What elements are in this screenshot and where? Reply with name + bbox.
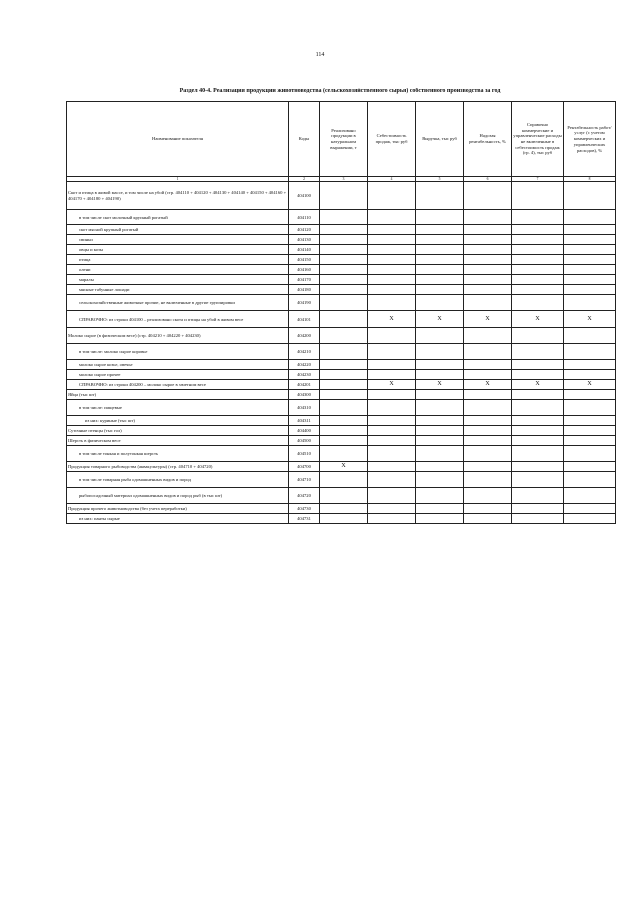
table-row <box>67 235 616 245</box>
value-cell[interactable] <box>416 446 464 462</box>
table-row <box>67 255 616 265</box>
value-cell[interactable] <box>564 245 616 255</box>
value-cell[interactable] <box>512 265 564 275</box>
row-code-cell: 404210 <box>289 344 320 360</box>
value-cell[interactable] <box>464 265 512 275</box>
value-cell[interactable] <box>564 285 616 295</box>
row-code-cell: 404731 <box>289 514 320 524</box>
value-cell[interactable] <box>368 344 416 360</box>
table-row <box>67 344 616 360</box>
value-cell[interactable] <box>464 210 512 225</box>
row-code-cell: 404710 <box>289 472 320 488</box>
value-cell[interactable] <box>416 265 464 275</box>
indicator-name-cell: Молоко сырое (в физическом весе) (стр. 404210 + 404220 + 404230) <box>67 328 289 344</box>
value-cell[interactable] <box>368 245 416 255</box>
value-cell[interactable] <box>416 182 464 210</box>
row-code-cell: 404180 <box>289 285 320 295</box>
row-code-cell: 404120 <box>289 225 320 235</box>
value-cell[interactable] <box>464 514 512 524</box>
value-cell[interactable]: X <box>416 380 464 390</box>
value-cell[interactable] <box>368 275 416 285</box>
value-cell[interactable] <box>368 225 416 235</box>
indicator-name-cell: Скот и птица в живой массе, и том числе на убой (стр. 404110 + 404120 + 404130 + 404140 + 404150 + 404160 + 404170 + 404180 + 404190) <box>67 182 289 210</box>
indicator-name-cell: олени <box>67 265 289 275</box>
value-cell[interactable] <box>464 446 512 462</box>
column-number: 5 <box>416 177 464 182</box>
value-cell[interactable] <box>564 462 616 472</box>
value-cell[interactable] <box>512 416 564 426</box>
indicator-name-cell: в том числе товарная рыба одомашненных видов и пород <box>67 472 289 488</box>
value-cell[interactable] <box>512 344 564 360</box>
value-cell[interactable]: X <box>464 311 512 328</box>
column-number: 1 <box>67 177 289 182</box>
column-number: 6 <box>464 177 512 182</box>
value-cell[interactable] <box>464 426 512 436</box>
value-cell[interactable] <box>564 514 616 524</box>
value-cell[interactable] <box>416 360 464 370</box>
indicator-name-cell: Шерсть в физическом весе <box>67 436 289 446</box>
value-cell[interactable] <box>564 210 616 225</box>
value-cell[interactable] <box>416 255 464 265</box>
value-cell[interactable] <box>564 182 616 210</box>
value-cell[interactable] <box>564 504 616 514</box>
indicator-name-cell: СПРАВОЧНО: из строки 404200 – молоко сырое в зачетном весе <box>67 380 289 390</box>
value-cell[interactable] <box>416 370 464 380</box>
row-code-cell: 404160 <box>289 265 320 275</box>
value-cell[interactable] <box>320 472 368 488</box>
value-cell[interactable] <box>416 504 464 514</box>
value-cell[interactable] <box>512 360 564 370</box>
table-row <box>67 225 616 235</box>
value-cell[interactable] <box>416 235 464 245</box>
value-cell[interactable] <box>564 225 616 235</box>
value-cell[interactable] <box>564 328 616 344</box>
indicator-name-cell: в том числе тонкая и полутонкая шерсть <box>67 446 289 462</box>
table-row <box>67 504 616 514</box>
row-code-cell: 404101 <box>289 311 320 328</box>
value-cell[interactable]: X <box>368 311 416 328</box>
value-cell[interactable]: X <box>416 311 464 328</box>
value-cell[interactable] <box>512 255 564 265</box>
value-cell[interactable] <box>512 235 564 245</box>
column-number: 4 <box>368 177 416 182</box>
value-cell[interactable] <box>368 265 416 275</box>
value-cell[interactable] <box>464 462 512 472</box>
indicator-name-cell: молоко сырое прочее <box>67 370 289 380</box>
value-cell[interactable] <box>368 472 416 488</box>
value-cell[interactable] <box>564 360 616 370</box>
value-cell[interactable]: X <box>464 380 512 390</box>
value-cell[interactable] <box>564 235 616 245</box>
indicator-name-cell: овцы и козы <box>67 245 289 255</box>
value-cell[interactable] <box>564 370 616 380</box>
value-cell[interactable] <box>368 328 416 344</box>
value-cell[interactable] <box>512 275 564 285</box>
value-cell[interactable] <box>512 390 564 400</box>
table-row <box>67 472 616 488</box>
value-cell[interactable] <box>464 370 512 380</box>
value-cell[interactable] <box>320 400 368 416</box>
value-cell[interactable] <box>416 514 464 524</box>
value-cell[interactable] <box>320 245 368 255</box>
value-cell[interactable] <box>464 255 512 265</box>
column-number: 8 <box>564 177 616 182</box>
row-code-cell: 404190 <box>289 295 320 311</box>
value-cell[interactable] <box>320 311 368 328</box>
value-cell[interactable] <box>464 295 512 311</box>
value-cell[interactable] <box>320 275 368 285</box>
row-code-cell: 404311 <box>289 416 320 426</box>
value-cell[interactable] <box>464 225 512 235</box>
row-code-cell: 404400 <box>289 426 320 436</box>
value-cell[interactable] <box>464 275 512 285</box>
table-row <box>67 390 616 400</box>
value-cell[interactable] <box>512 285 564 295</box>
value-cell[interactable] <box>320 344 368 360</box>
indicator-name-cell: Продукция прочего животноводства (без учета переработки) <box>67 504 289 514</box>
indicator-name-cell: Суточные птенцы (тыс гол) <box>67 426 289 436</box>
header-indicator-name: Наименование показателя <box>67 102 289 177</box>
value-cell[interactable] <box>320 436 368 446</box>
value-cell[interactable] <box>368 285 416 295</box>
header-commercial-expenses: Справочно коммерческие и управленческие расходы не включенные в себестоимость продаж (гр. 4), тыс руб <box>512 102 564 177</box>
value-cell[interactable] <box>464 488 512 504</box>
indicator-name-cell: в том числе: пищевые <box>67 400 289 416</box>
value-cell[interactable] <box>564 344 616 360</box>
value-cell[interactable] <box>416 488 464 504</box>
value-cell[interactable]: X <box>512 380 564 390</box>
value-cell[interactable] <box>512 462 564 472</box>
value-cell[interactable] <box>416 225 464 235</box>
value-cell[interactable] <box>368 370 416 380</box>
value-cell[interactable] <box>368 462 416 472</box>
value-cell[interactable]: X <box>564 311 616 328</box>
row-code-cell: 404510 <box>289 446 320 462</box>
row-code-cell: 404220 <box>289 360 320 370</box>
value-cell[interactable] <box>368 416 416 426</box>
header-profitability-with-expenses: Рентабельность работ/услуг (с учетом коммерческих и управленческих расходов), % <box>564 102 616 177</box>
table-row <box>67 400 616 416</box>
value-cell[interactable] <box>512 225 564 235</box>
row-code-cell: 404300 <box>289 390 320 400</box>
value-cell[interactable] <box>416 344 464 360</box>
value-cell[interactable] <box>564 275 616 285</box>
row-code-cell: 404730 <box>289 504 320 514</box>
value-cell[interactable] <box>512 400 564 416</box>
indicator-name-cell: из них: куриные (тыс шт) <box>67 416 289 426</box>
indicator-name-cell: молоко сырое козье, овечье <box>67 360 289 370</box>
indicator-name-cell: из них: панты сырые <box>67 514 289 524</box>
value-cell[interactable] <box>564 255 616 265</box>
value-cell[interactable] <box>320 488 368 504</box>
value-cell[interactable] <box>464 400 512 416</box>
value-cell[interactable] <box>512 488 564 504</box>
value-cell[interactable] <box>368 488 416 504</box>
value-cell[interactable] <box>512 514 564 524</box>
value-cell[interactable] <box>320 265 368 275</box>
value-cell[interactable] <box>416 390 464 400</box>
value-cell[interactable] <box>368 426 416 436</box>
value-cell[interactable] <box>320 380 368 390</box>
value-cell[interactable] <box>564 446 616 462</box>
value-cell[interactable] <box>368 182 416 210</box>
value-cell[interactable] <box>512 328 564 344</box>
header-profitability: Надозая рентабельность, % <box>464 102 512 177</box>
value-cell[interactable] <box>512 370 564 380</box>
value-cell[interactable] <box>416 285 464 295</box>
value-cell[interactable] <box>368 255 416 265</box>
value-cell[interactable] <box>564 426 616 436</box>
table-row <box>67 446 616 462</box>
column-number: 3 <box>320 177 368 182</box>
indicator-name-cell: маралы <box>67 275 289 285</box>
value-cell[interactable] <box>564 472 616 488</box>
value-cell[interactable] <box>464 182 512 210</box>
row-code-cell: 404110 <box>289 210 320 225</box>
value-cell[interactable] <box>464 472 512 488</box>
indicator-name-cell: сельскохозяйственные животные прочие, не включенные в другие группировки <box>67 295 289 311</box>
value-cell[interactable] <box>512 426 564 436</box>
report-table <box>66 101 616 524</box>
indicator-name-cell: мясные табунные лошади <box>67 285 289 295</box>
value-cell[interactable] <box>416 472 464 488</box>
indicator-name-cell: СПРАВОЧНО: из строки 404100 – реализовано скота и птицы на убой в живом весе <box>67 311 289 328</box>
value-cell[interactable] <box>320 416 368 426</box>
value-cell[interactable] <box>368 446 416 462</box>
value-cell[interactable] <box>512 504 564 514</box>
value-cell[interactable] <box>464 344 512 360</box>
header-cost-of-sales: Себестоимость продаж, тыс руб <box>368 102 416 177</box>
value-cell[interactable] <box>368 235 416 245</box>
value-cell[interactable] <box>512 436 564 446</box>
value-cell[interactable] <box>320 446 368 462</box>
table-row <box>67 360 616 370</box>
value-cell[interactable] <box>368 514 416 524</box>
value-cell[interactable] <box>464 436 512 446</box>
indicator-name-cell: Продукция товарного рыбоводства (аквакультуры) (стр. 404710 + 404720) <box>67 462 289 472</box>
value-cell[interactable] <box>368 504 416 514</box>
value-cell[interactable] <box>368 390 416 400</box>
table-row <box>67 311 616 328</box>
value-cell[interactable] <box>512 182 564 210</box>
value-cell[interactable] <box>512 210 564 225</box>
value-cell[interactable] <box>464 245 512 255</box>
value-cell[interactable] <box>564 416 616 426</box>
value-cell[interactable] <box>320 514 368 524</box>
value-cell[interactable]: X <box>368 380 416 390</box>
table-row <box>67 210 616 225</box>
column-number: 7 <box>512 177 564 182</box>
value-cell[interactable] <box>368 400 416 416</box>
value-cell[interactable] <box>512 472 564 488</box>
value-cell[interactable] <box>416 400 464 416</box>
value-cell[interactable] <box>416 436 464 446</box>
value-cell[interactable] <box>564 295 616 311</box>
value-cell[interactable] <box>416 245 464 255</box>
value-cell[interactable] <box>564 265 616 275</box>
row-code-cell: 404150 <box>289 255 320 265</box>
table-row <box>67 285 616 295</box>
header-revenue: Выручка, тыс руб <box>416 102 464 177</box>
row-code-cell: 404230 <box>289 370 320 380</box>
indicator-name-cell: в том числе скот молочный крупный рогатый <box>67 210 289 225</box>
value-cell[interactable] <box>368 436 416 446</box>
row-code-cell: 404500 <box>289 436 320 446</box>
value-cell[interactable] <box>320 235 368 245</box>
value-cell[interactable] <box>512 446 564 462</box>
value-cell[interactable] <box>564 488 616 504</box>
value-cell[interactable] <box>416 462 464 472</box>
value-cell[interactable] <box>320 285 368 295</box>
row-code-cell: 404720 <box>289 488 320 504</box>
value-cell[interactable] <box>368 210 416 225</box>
table-row <box>67 416 616 426</box>
table-row <box>67 514 616 524</box>
value-cell[interactable] <box>564 390 616 400</box>
value-cell[interactable] <box>512 295 564 311</box>
table-row <box>67 462 616 472</box>
row-code-cell: 404130 <box>289 235 320 245</box>
value-cell[interactable] <box>416 295 464 311</box>
header-codes: Коды <box>289 102 320 177</box>
value-cell[interactable] <box>320 426 368 436</box>
value-cell[interactable] <box>320 210 368 225</box>
indicator-name-cell: рыбопосадочный материал одомашненных видов и пород рыб (в тыс шт) <box>67 488 289 504</box>
header-quantity-sold: Реализовано продукции в натуральном выражении, т <box>320 102 368 177</box>
value-cell[interactable] <box>464 328 512 344</box>
indicator-name-cell: Яйца (тыс шт) <box>67 390 289 400</box>
row-code-cell: 404100 <box>289 182 320 210</box>
value-cell[interactable] <box>416 328 464 344</box>
table-row <box>67 295 616 311</box>
value-cell[interactable] <box>320 504 368 514</box>
page-number: 114 <box>315 52 325 58</box>
value-cell[interactable]: X <box>320 462 368 472</box>
value-cell[interactable] <box>368 295 416 311</box>
value-cell[interactable] <box>320 360 368 370</box>
value-cell[interactable] <box>416 210 464 225</box>
value-cell[interactable] <box>416 416 464 426</box>
table-row <box>67 328 616 344</box>
table-row <box>67 245 616 255</box>
value-cell[interactable] <box>564 400 616 416</box>
value-cell[interactable] <box>464 235 512 245</box>
section-title: Раздел 40-4. Реализация продукции животноводства (сельскохозяйственного сырья) собственного производства за год <box>179 88 501 94</box>
value-cell[interactable] <box>320 370 368 380</box>
row-code-cell: 404170 <box>289 275 320 285</box>
value-cell[interactable] <box>416 426 464 436</box>
value-cell[interactable] <box>320 328 368 344</box>
row-code-cell: 404200 <box>289 328 320 344</box>
value-cell[interactable] <box>464 390 512 400</box>
indicator-name-cell: свиньи <box>67 235 289 245</box>
table-row <box>67 426 616 436</box>
value-cell[interactable] <box>564 436 616 446</box>
table-row <box>67 182 616 210</box>
value-cell[interactable] <box>320 182 368 210</box>
table-row <box>67 265 616 275</box>
value-cell[interactable]: X <box>564 380 616 390</box>
table-row <box>67 436 616 446</box>
value-cell[interactable] <box>464 504 512 514</box>
column-number: 2 <box>289 177 320 182</box>
value-cell[interactable] <box>512 245 564 255</box>
indicator-name-cell: птица <box>67 255 289 265</box>
table-row <box>67 370 616 380</box>
value-cell[interactable] <box>416 275 464 285</box>
table-row <box>67 488 616 504</box>
value-cell[interactable]: X <box>512 311 564 328</box>
row-code-cell: 404201 <box>289 380 320 390</box>
indicator-name-cell: скот мясной крупный рогатый <box>67 225 289 235</box>
value-cell[interactable] <box>320 225 368 235</box>
row-code-cell: 404700 <box>289 462 320 472</box>
value-cell[interactable] <box>368 360 416 370</box>
table-header <box>67 102 616 182</box>
row-code-cell: 404310 <box>289 400 320 416</box>
table-row <box>67 380 616 390</box>
value-cell[interactable] <box>464 360 512 370</box>
value-cell[interactable] <box>320 295 368 311</box>
value-cell[interactable] <box>464 285 512 295</box>
row-code-cell: 404140 <box>289 245 320 255</box>
table-body <box>67 182 616 524</box>
indicator-name-cell: в том числе: молоко сырое коровье <box>67 344 289 360</box>
value-cell[interactable] <box>320 255 368 265</box>
value-cell[interactable] <box>464 416 512 426</box>
table-row <box>67 275 616 285</box>
value-cell[interactable] <box>320 390 368 400</box>
